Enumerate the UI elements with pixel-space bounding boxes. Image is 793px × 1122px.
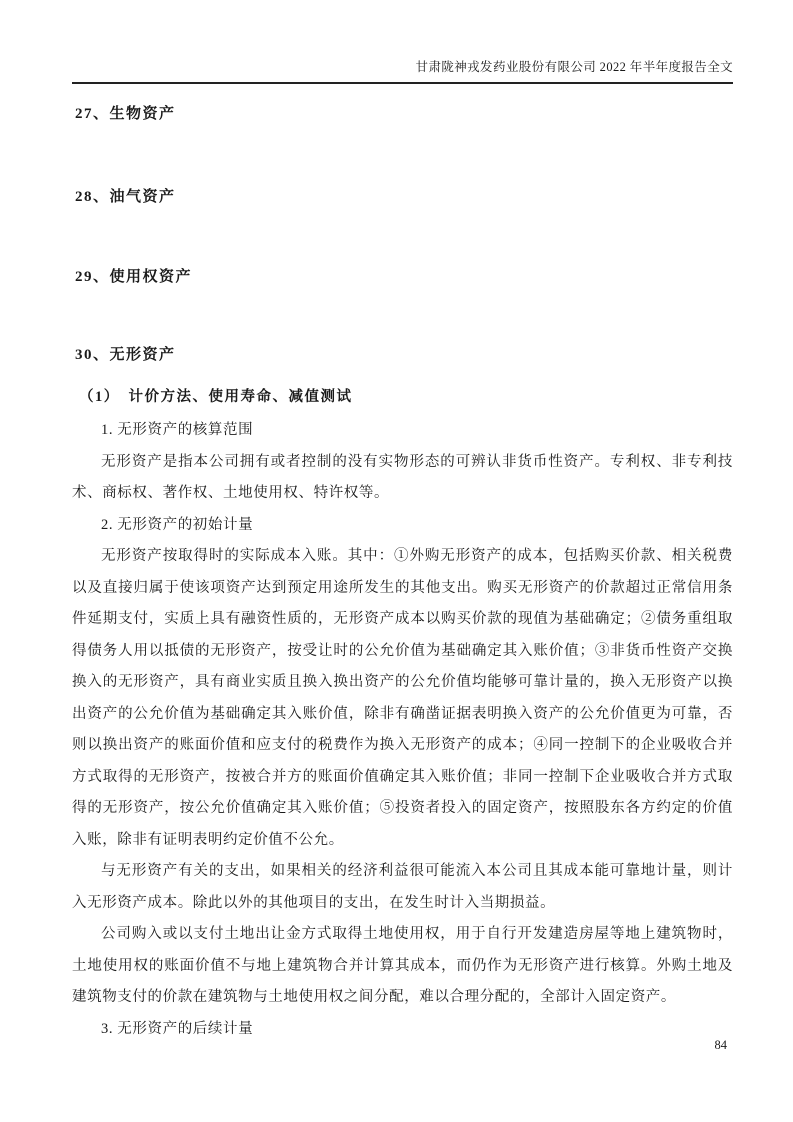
paragraph-subsequent-measurement-title: 3. 无形资产的后续计量 (101, 1020, 254, 1037)
paragraph-accounting-scope-title: 1. 无形资产的核算范围 (101, 422, 254, 438)
header-title: 甘肃陇神戎发药业股份有限公司 2022 年半年度报告全文 (415, 60, 733, 74)
subsection-heading-valuation-method: （1） 计价方法、使用寿命、减值测试 (79, 389, 353, 405)
section-heading-biological-assets: 27、生物资产 (75, 106, 176, 122)
paragraph-related-expenditure: 与无形资产有关的支出，如果相关的经济利益很可能流入本公司且其成本能可靠地计量，则计入无形资产成本。除此以外的其他项目的支出，在发生时计入当期损益。 (72, 863, 733, 911)
section-heading-right-of-use-assets: 29、使用权资产 (75, 269, 193, 285)
body-text-block (72, 415, 733, 1045)
paragraph-land-use-rights: 公司购入或以支付土地出让金方式取得土地使用权，用于自行开发建造房屋等地上建筑物时，土地使用权的账面价值不与地上建筑物合并计算其成本，而仍作为无形资产进行核算。外购土地及建筑物支付的价款在建筑物与土地使用权之间分配，难以合理分配的，全部计入固定资产。 (72, 926, 733, 1005)
paragraph-initial-measurement-title: 2. 无形资产的初始计量 (101, 516, 254, 533)
page-header (72, 0, 733, 84)
section-heading-oil-gas-assets: 28、油气资产 (75, 189, 176, 205)
paragraph-initial-measurement-body: 无形资产按取得时的实际成本入账。其中：①外购无形资产的成本，包括购买价款、相关税费以及直接归属于使该项资产达到预定用途所发生的其他支出。购买无形资产的价款超过正常信用条件延期支付，实质上具有融资性质的，无形资产成本以购买价款的现值为基础确定；②债务重组取得债务人用以抵债的无形资产，按受让时的公允价值为基础确定其入账价值；③非货币性资产交换换入的无形资产，具有商业实质且换入换出资产的公允价值均能够可靠计量的，换入无形资产以换出资产的公允价值为基础确定其入账价值，除非有确凿证据表明换入资产的公允价值更为可靠，否则以换出资产的账面价值和应支付的税费作为换入无形资产的成本；④同一控制下的企业吸收合并方式取得的无形资产，按被合并方的账面价值确定其入账价值；非同一控制下企业吸收合并方式取得的无形资产，按公允价值确定其入账价值；⑤投资者投入的固定资产，按照股东各方约定的价值入账，除非有证明表明约定价值不公允。 (72, 548, 733, 848)
paragraph-accounting-scope-body: 无形资产是指本公司拥有或者控制的没有实物形态的可辨认非货币性资产。专利权、非专利技术、商标权、著作权、土地使用权、特许权等。 (72, 453, 733, 501)
section-heading-intangible-assets: 30、无形资产 (75, 347, 176, 363)
page-number: 84 (714, 1038, 727, 1052)
